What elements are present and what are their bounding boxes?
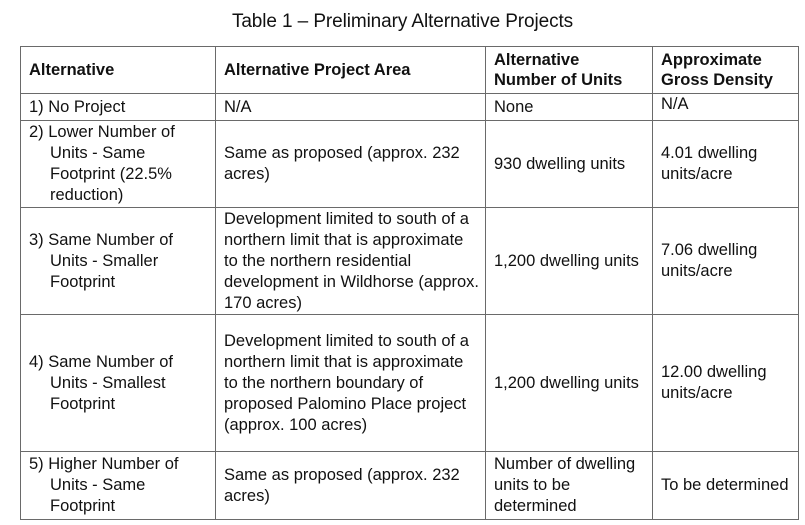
cell-alternative: 4) Same Number of Units - Smallest Footprint <box>21 315 216 452</box>
cell-alternative: 3) Same Number of Units - Smaller Footprint <box>21 208 216 315</box>
table-row <box>21 121 799 208</box>
table-title: Table 1 – Preliminary Alternative Projects <box>231 11 574 32</box>
cell-units: Number of dwelling units to be determined <box>486 452 653 520</box>
cell-area: Development limited to south of a northern limit that is approximate to the northern boundary of proposed Palomino Place project (approx. 100 acres) <box>216 315 486 452</box>
cell-density: 12.00 dwelling units/acre <box>653 315 799 452</box>
header-gross-density: Approximate Gross Density <box>653 47 799 94</box>
cell-units: 1,200 dwelling units <box>486 208 653 315</box>
cell-units: 1,200 dwelling units <box>486 315 653 452</box>
cell-area: N/A <box>216 94 486 121</box>
header-project-area: Alternative Project Area <box>216 47 486 94</box>
cell-density: 7.06 dwelling units/acre <box>653 208 799 315</box>
cell-area: Development limited to south of a northern limit that is approximate to the northern residential development in Wildhorse (approx. 170 acres) <box>216 208 486 315</box>
cell-alternative: 2) Lower Number of Units - Same Footprint (22.5% reduction) <box>21 121 216 208</box>
cell-units: None <box>486 94 653 121</box>
header-row <box>21 47 799 94</box>
cell-density: 4.01 dwelling units/acre <box>653 121 799 208</box>
cell-density: To be determined <box>653 452 799 520</box>
header-number-of-units: Alternative Number of Units <box>486 47 653 94</box>
cell-alternative: 5) Higher Number of Units - Same Footprint <box>21 452 216 520</box>
table-row <box>21 315 799 452</box>
table-row <box>21 452 799 520</box>
cell-area: Same as proposed (approx. 232 acres) <box>216 452 486 520</box>
table-row <box>21 208 799 315</box>
header-alternative: Alternative <box>21 47 216 94</box>
cell-alternative: 1) No Project <box>21 94 216 121</box>
alternatives-table <box>20 46 799 520</box>
cell-units: 930 dwelling units <box>486 121 653 208</box>
table-row <box>21 94 799 121</box>
cell-density: N/A <box>653 94 799 121</box>
cell-area: Same as proposed (approx. 232 acres) <box>216 121 486 208</box>
